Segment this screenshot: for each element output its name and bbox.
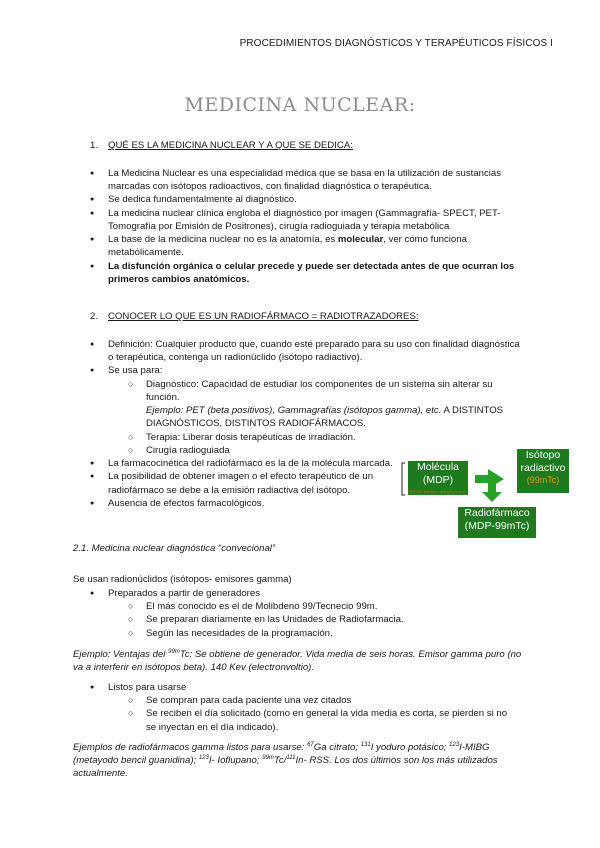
section21-intro: Se usan radionúclidos (isótopos- emisores gamma) [73,574,292,585]
list-item: ● La medicina nuclear clínica engloba el diagnóstico por imagen (Gammagrafía- SPECT, PET- Tomografía por Emisión de Positrones), cirugía radioguiada y terapia metabólica [90,207,526,233]
list-item: ● La Medicina Nuclear es una especialidad médica que se basa en la utilización de sustancias marcadas con isótopos radioactivos, con finalidad diagnóstica o terapéutica. [90,167,526,193]
section2-heading [90,310,419,323]
list-item: ● Ausencia de efectos farmacológicos. [90,497,522,510]
section21-heading: 2.1. Medicina nuclear diagnóstica “convecional” [73,543,276,554]
sub-list-item: ○ Se reciben el día solicitado (como en general la vida media es corta, se pierden si no se inyectan en el día indicado). [128,707,510,733]
radiopharmaceutical-box: Radiofármaco (MDP-99mTc) [458,507,536,538]
list-item: ● La farmacocinética del radiofármaco es la de la molécula marcada. [90,457,522,470]
section2-title: CONOCER LO QUE ES UN RADIOFÁRMACO = RADIOTRAZADORES: [108,311,419,322]
section1-heading [90,139,353,152]
sub-list-item: ○ Diagnóstico: Capacidad de estudiar los componentes de un sistema sin alterar su función. Ejemplo: PET (beta positivos), Gammagrafías (isótopos gamma), etc. A DISTINTOS DIAGNÓSTICOS, DISTINTOS RADIOFÁRMACOS. [128,378,522,431]
isotope-box: Isótopo radiactivo (99mTc) [517,449,569,493]
section2-number: 2. [90,311,99,322]
sub-list-item: ○ Cirugía radioguiada [128,444,522,457]
list-item: ● La disfunción orgánica o celular precede y puede ser detectada antes de que ocurran los primeros cambios anatómicos. [90,260,526,286]
sub-list-item: ○ Terapia: Liberar dosis terapéuticas de irradiación. [128,431,522,444]
section1-title: QUÉ ES LA MEDICINA NUCLEAR Y A QUE SE DEDICA: [108,140,353,151]
sub-list-item: ○ Se preparan diariamente en las Unidades de Radiofarmacia. [128,613,510,626]
section1-number: 1. [90,140,99,151]
list-item: ● La posibilidad de obtener imagen o el efecto terapéutico de un radiofármaco se debe a la emisión radiactiva del isótopo. [90,470,388,496]
section1-list [90,167,526,286]
example-gamma-ready: Ejemplos de radiofármacos gamma listos para usarse: $^{67}$Ga citrato; $^{131}$I yoduro potásico; $^{123}$I-MIBG (metayodo bencil guanidina); $^{123}$I- Ioflupano; $^{99m}$Tc/$^{111}$In- RSS. Los dos últimos son los más utilizados actualmente. [73,741,498,780]
sub-list-item: ○ Se compran para cada paciente una vez citados [128,694,510,707]
page-header: PROCEDIMIENTOS DIAGNÓSTICOS Y TERAPÉUTICOS FÍSICOS I [239,38,553,49]
list-item: ● Se dedica fundamentalmente al diagnóstico. [90,193,526,206]
list-item: ● Listos para usarse ○ Se compran para cada paciente una vez citados ○ Se reciben el día solicitado (como en general la vida media es corta, se pierden si no se inyectan en el día indicado). [90,681,510,734]
molecule-caption: (MDP: Metilendifosfonato) [408,490,466,496]
list-item: ● La base de la medicina nuclear no es la anatomía, es molecular, ver cómo funciona metabólicamente. [90,233,526,259]
molecule-box: Molécula (MDP) [408,461,468,495]
list-item: ● Definición: Cualquier producto que, cuando esté preparado para su uso con finalidad diagnóstica o terapéutica, contenga un radionúclido (isótopo radiactivo). [90,338,522,364]
list-item: ● Preparados a partir de generadores ○ El más conocido es el de Molibdeno 99/Tecnecio 99m. ○ Se preparan diariamente en las Unidades de Radiofarmacia. ○ Según las necesidades de la programación. [90,587,510,640]
radiopharmaceutical-diagram [400,449,570,540]
page-title: MEDICINA NUCLEAR: [184,94,416,116]
sub-list-item: ○ El más conocido es el de Molibdeno 99/Tecnecio 99m. [128,600,510,613]
generators-list [90,587,510,640]
sub-list-item: ○ Según las necesidades de la programación. [128,627,510,640]
ready-list [90,681,510,734]
example-technetium: Ejemplo: Ventajas del $^{99m}$Tc: Se obtiene de generador. Vida media de seis horas. Emisor gamma puro (no va a interferir en isótopos beta). 140 Kev (electronvoltio). [73,648,522,674]
list-item: ● Se usa para: ○ Diagnóstico: Capacidad de estudiar los componentes de un sistema sin alterar su función. Ejemplo: PET (beta positivos), Gammagrafías (isótopos gamma), etc. A DISTINTOS DIAGNÓSTICOS, DISTINTOS RADIOFÁRMACOS. ○ Terapia: Liberar dosis terapéuticas de irradiación. ○ Cirugía radioguiada [90,364,522,457]
